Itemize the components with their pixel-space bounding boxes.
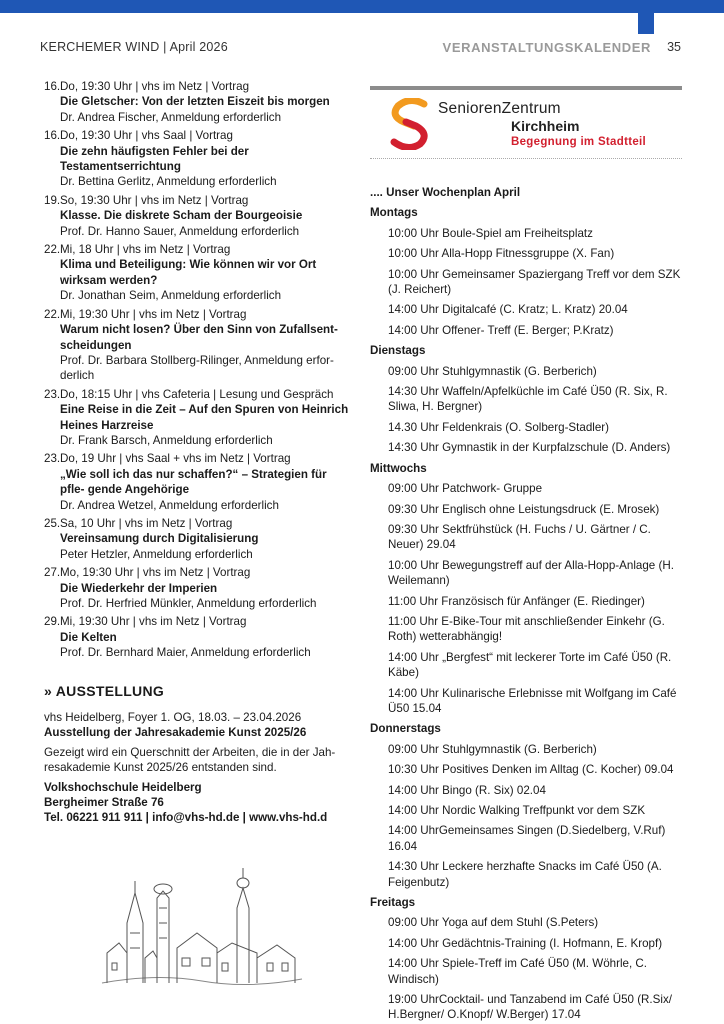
- header-issue: KERCHEMER WIND | April 2026: [40, 40, 228, 54]
- weekday-heading: Dienstags: [370, 344, 426, 358]
- event-meta: Do, 19:30 Uhr | vhs Saal | Vortrag: [60, 129, 233, 143]
- plan-entry: 14:00 Uhr Kulinarische Erlebnisse mit Wolfgang im Café Ü50 15.04: [388, 686, 677, 715]
- event-date-number: 23.: [44, 387, 61, 401]
- plan-entry: 11:00 Uhr E-Bike-Tour mit anschließender Einkehr (G. Roth) wetterabhängig!: [388, 614, 665, 644]
- logo-line-2: Kirchheim: [511, 118, 580, 134]
- page-number: 35: [667, 40, 681, 54]
- event-item: [44, 614, 354, 660]
- event-item: [44, 387, 354, 449]
- event-list: [44, 79, 354, 664]
- plan-entry: 14:00 Uhr Gedächtnis-Training (I. Hofmann, E. Kropf): [388, 936, 663, 950]
- logo-tagline: Begegnung im Stadtteil: [511, 136, 647, 148]
- event-date-number: 25.: [44, 516, 61, 530]
- exhibit-title: Ausstellung der Jahresakademie Kunst 2025/26: [44, 726, 307, 740]
- event-detail: Dr. Andrea Fischer, Anmeldung erforderlich: [60, 110, 282, 124]
- senior-center-column: [370, 86, 682, 1024]
- event-meta: Mo, 19:30 Uhr | vhs im Netz | Vortrag: [60, 566, 251, 580]
- org-name: Volkshochschule Heidelberg: [44, 780, 202, 794]
- senior-center-logo: [370, 90, 682, 154]
- weekly-plan-title: .... Unser Wochenplan April: [370, 186, 521, 199]
- event-date-number: 19.: [44, 193, 61, 207]
- sz-logo-mark-icon: [390, 98, 430, 150]
- event-item: [44, 193, 354, 239]
- weekday-heading: Mittwochs: [370, 461, 427, 475]
- event-header: [44, 451, 354, 466]
- plan-entry: 09:30 Uhr Sektfrühstück (H. Fuchs / U. Gärtner / C. Neuer) 29.04: [388, 522, 651, 552]
- org-street: Bergheimer Straße 76: [44, 796, 164, 810]
- plan-entry: 14:00 Uhr Digitalcafé (C. Kratz; L. Kratz) 20.04: [388, 303, 628, 317]
- event-header: [44, 565, 354, 580]
- event-meta: Do, 18:15 Uhr | vhs Cafeteria | Lesung und Gespräch: [60, 387, 334, 401]
- event-title: Die Wiederkehr der Imperien: [60, 581, 218, 595]
- weekly-plan-days: [370, 205, 682, 1022]
- plan-entry: 14:00 UhrGemeinsames Singen (D.Siedelberg, V.Ruf) 16.04: [388, 824, 666, 853]
- org-contact: Tel. 06221 911 911 | info@vhs-hd.de | www.vhs-hd.d: [44, 811, 328, 825]
- plan-entry: 14:00 Uhr Nordic Walking Treffpunkt vor dem SZK: [388, 804, 646, 817]
- event-title: Vereinsamung durch Digitalisierung: [60, 532, 259, 546]
- event-title: Die zehn häufigsten Fehler bei der Testamentserrichtung: [60, 144, 249, 174]
- event-title: Klima und Beteiligung: Wie können wir vor Ort wirksam werden?: [60, 258, 317, 287]
- plan-entry: 11:00 Uhr Französisch für Anfänger (E. Riedinger): [388, 594, 645, 608]
- event-header: [44, 128, 354, 143]
- plan-entry: 14:00 Uhr „Bergfest“ mit leckerer Torte im Café Ü50 (R. Käbe): [388, 650, 672, 680]
- section-heading: » AUSSTELLUNG: [44, 683, 165, 699]
- plan-entry: 10:00 Uhr Boule-Spiel am Freiheitsplatz: [388, 226, 593, 240]
- logo-divider: [370, 158, 682, 159]
- event-header: [44, 307, 354, 322]
- event-item: [44, 128, 354, 190]
- event-detail: Prof. Dr. Bernhard Maier, Anmeldung erforderlich: [60, 646, 311, 660]
- event-title: Die Kelten: [60, 630, 117, 644]
- event-header: [44, 614, 354, 629]
- event-date-number: 22.: [44, 243, 61, 257]
- event-detail: Dr. Jonathan Seim, Anmeldung erforderlich: [60, 289, 282, 303]
- plan-entry: 14:00 Uhr Spiele-Treff im Café Ü50 (M. Wöhrle, C. Windisch): [388, 957, 648, 986]
- event-item: [44, 79, 354, 125]
- top-color-bar: [0, 0, 724, 13]
- event-meta: Mi, 19:30 Uhr | vhs im Netz | Vortrag: [60, 307, 247, 321]
- page-tab-marker: [638, 13, 654, 34]
- ausstellung-section: [44, 683, 354, 826]
- weekday-heading: Donnerstags: [370, 722, 441, 736]
- event-meta: Do, 19:30 Uhr | vhs im Netz | Vortrag: [60, 80, 250, 93]
- event-item: [44, 307, 354, 384]
- event-detail: Prof. Dr. Herfried Münkler, Anmeldung erforderlich: [60, 597, 317, 610]
- weekday-heading: Freitags: [370, 896, 416, 910]
- village-sketch-illustration: [97, 853, 307, 988]
- plan-entry: 14:30 Uhr Leckere herzhafte Snacks im Café Ü50 (A. Feigenbutz): [388, 860, 662, 889]
- plan-entry: 09:00 Uhr Stuhlgymnastik (G. Berberich): [388, 364, 597, 378]
- plan-entry: 10:00 Uhr Bewegungstreff auf der Alla-Hopp-Anlage (H. Weilemann): [388, 558, 674, 588]
- plan-entry: 09:00 Uhr Stuhlgymnastik (G. Berberich): [388, 742, 597, 756]
- event-item: [44, 451, 354, 513]
- plan-entry: 10:00 Uhr Gemeinsamer Spaziergang Treff vor dem SZK (J. Reichert): [388, 267, 681, 297]
- event-header: [44, 79, 354, 94]
- event-title: Eine Reise in die Zeit – Auf den Spuren von Heinrich Heines Harzreise: [60, 403, 349, 432]
- event-date-number: 27.: [44, 566, 61, 580]
- event-detail: Dr. Andrea Wetzel, Anmeldung erforderlich: [60, 498, 279, 512]
- event-date-number: 23.: [44, 452, 61, 466]
- event-title: „Wie soll ich das nur schaffen?“ – Strategien für pfle- gende Angehörige: [60, 467, 327, 497]
- event-detail: Dr. Bettina Gerlitz, Anmeldung erforderlich: [60, 175, 277, 189]
- exhibit-description: Gezeigt wird ein Querschnitt der Arbeiten, die in der Jah- resakademie Kunst 2025/26 entstanden sind.: [44, 745, 336, 775]
- event-detail: Prof. Dr. Barbara Stollberg-Rilinger, Anmeldung erfor- derlich: [60, 353, 334, 383]
- event-date-number: 22.: [44, 307, 61, 321]
- weekly-plan: [370, 185, 682, 1023]
- event-title: Klasse. Die diskrete Scham der Bourgeoisie: [60, 209, 303, 223]
- event-meta: Mi, 19:30 Uhr | vhs im Netz | Vortrag: [60, 615, 247, 629]
- plan-entry: 14:30 Uhr Waffeln/Apfelküchle im Café Ü50 (R. Six, R. Sliwa, H. Bergner): [388, 385, 668, 414]
- event-detail: Dr. Frank Barsch, Anmeldung erforderlich: [60, 433, 273, 447]
- plan-entry: 19:00 UhrCocktail- und Tanzabend im Café Ü50 (R.Six/ H.Bergner/ O.Knopf/ W.Berger) 17.04: [388, 993, 672, 1022]
- event-header: [44, 242, 354, 257]
- event-item: [44, 242, 354, 304]
- event-meta: Do, 19 Uhr | vhs Saal + vhs im Netz | Vortrag: [60, 452, 291, 466]
- plan-entry: 10:00 Uhr Alla-Hopp Fitnessgruppe (X. Fan): [388, 247, 615, 261]
- event-header: [44, 387, 354, 402]
- plan-entry: 10:30 Uhr Positives Denken im Alltag (C. Kocher) 09.04: [388, 763, 674, 777]
- event-detail: Peter Hetzler, Anmeldung erforderlich: [60, 547, 253, 561]
- event-date-number: 29.: [44, 615, 61, 629]
- plan-entry: 14.30 Uhr Feldenkrais (O. Solberg-Stadler): [388, 420, 610, 434]
- event-date-number: 16.: [44, 80, 61, 93]
- event-date-number: 16.: [44, 129, 61, 143]
- event-item: [44, 565, 354, 611]
- event-detail: Prof. Dr. Hanno Sauer, Anmeldung erforderlich: [60, 224, 300, 238]
- event-title: Die Gletscher: Von der letzten Eiszeit bis morgen: [60, 95, 330, 109]
- logo-line-1: SeniorenZentrum: [438, 100, 561, 117]
- weekday-heading: Montags: [370, 206, 418, 220]
- plan-entry: 14:00 Uhr Bingo (R. Six) 02.04: [388, 783, 546, 797]
- plan-entry: 09:00 Uhr Patchwork- Gruppe: [388, 482, 543, 496]
- plan-entry: 09:30 Uhr Englisch ohne Leistungsdruck (E. Mrosek): [388, 502, 660, 516]
- plan-entry: 14:00 Uhr Offener- Treff (E. Berger; P.Kratz): [388, 323, 614, 337]
- event-item: [44, 516, 354, 562]
- event-meta: Mi, 18 Uhr | vhs im Netz | Vortrag: [60, 243, 231, 257]
- plan-entry: 09:00 Uhr Yoga auf dem Stuhl (S.Peters): [388, 916, 599, 930]
- event-meta: Sa, 10 Uhr | vhs im Netz | Vortrag: [60, 516, 233, 530]
- event-meta: So, 19:30 Uhr | vhs im Netz | Vortrag: [60, 193, 249, 207]
- plan-entry: 14:30 Uhr Gymnastik in der Kurpfalzschule (D. Anders): [388, 441, 671, 455]
- exhibit-location: vhs Heidelberg, Foyer 1. OG, 18.03. – 23.04.2026: [44, 711, 302, 724]
- event-title: Warum nicht losen? Über den Sinn von Zufallsent- scheidungen: [60, 323, 338, 352]
- header-section-title: VERANSTALTUNGSKALENDER: [442, 40, 651, 55]
- event-header: [44, 193, 354, 208]
- event-header: [44, 516, 354, 531]
